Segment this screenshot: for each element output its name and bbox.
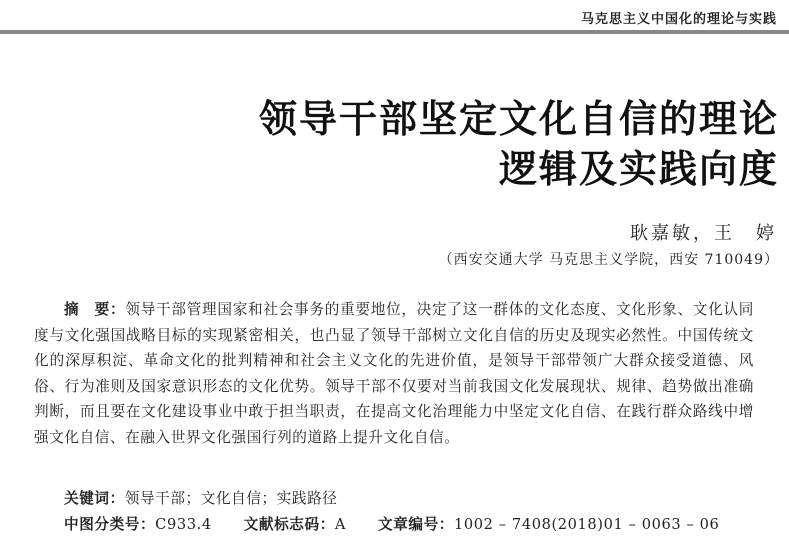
article-number-value: 1002 – 7408(2018)01 – 0063 – 06 bbox=[454, 516, 720, 533]
title-line-2: 逻辑及实践向度 bbox=[498, 147, 779, 191]
title-line-1: 领导干部坚定文化自信的理论 bbox=[258, 97, 779, 141]
clc-label: 中图分类号： bbox=[64, 516, 156, 533]
header-rule bbox=[0, 30, 789, 34]
abstract-text: 领导干部管理国家和社会事务的重要地位，决定了这一群体的文化态度、文化形象、文化认同度与文化强国战略目标的实现紧密相关，也凸显了领导干部树立文化自信的历史及现实必然性。中国传统文化的深厚积淀、革命文化的批判精神和社会主义文化的先进价值，是领导干部带领广大群众接受道德、风俗、行为准则及国家意识形态的文化优势。领导干部不仅要对当前我国文化发展现状、规律、趋势做出准确判断，而且要在文化建设事业中敢于担当职责，在提高文化治理能力中坚定文化自信、在践行群众路线中增强文化自信、在融入世界文化强国行列的道路上提升文化自信。 bbox=[34, 301, 755, 446]
article-number-label: 文章编号： bbox=[378, 516, 455, 533]
author-list: 耿嘉敏，王 婷 bbox=[630, 223, 777, 244]
document-code-value: A bbox=[334, 516, 347, 533]
document-code-label: 文献标志码： bbox=[243, 516, 335, 533]
abstract-label: 摘 要： bbox=[64, 301, 126, 318]
abstract bbox=[34, 297, 754, 450]
running-header: 马克思主义中国化的理论与实践 bbox=[580, 12, 777, 27]
keywords-label: 关键词： bbox=[64, 490, 125, 507]
keywords-line bbox=[64, 487, 338, 508]
keywords-text: 领导干部；文化自信；实践路径 bbox=[124, 490, 338, 507]
author-affiliation: （西安交通大学 马克思主义学院，西安 710049） bbox=[438, 252, 779, 268]
article-title bbox=[159, 94, 779, 194]
classification-line bbox=[64, 513, 719, 534]
clc-value: C933.4 bbox=[155, 516, 212, 533]
